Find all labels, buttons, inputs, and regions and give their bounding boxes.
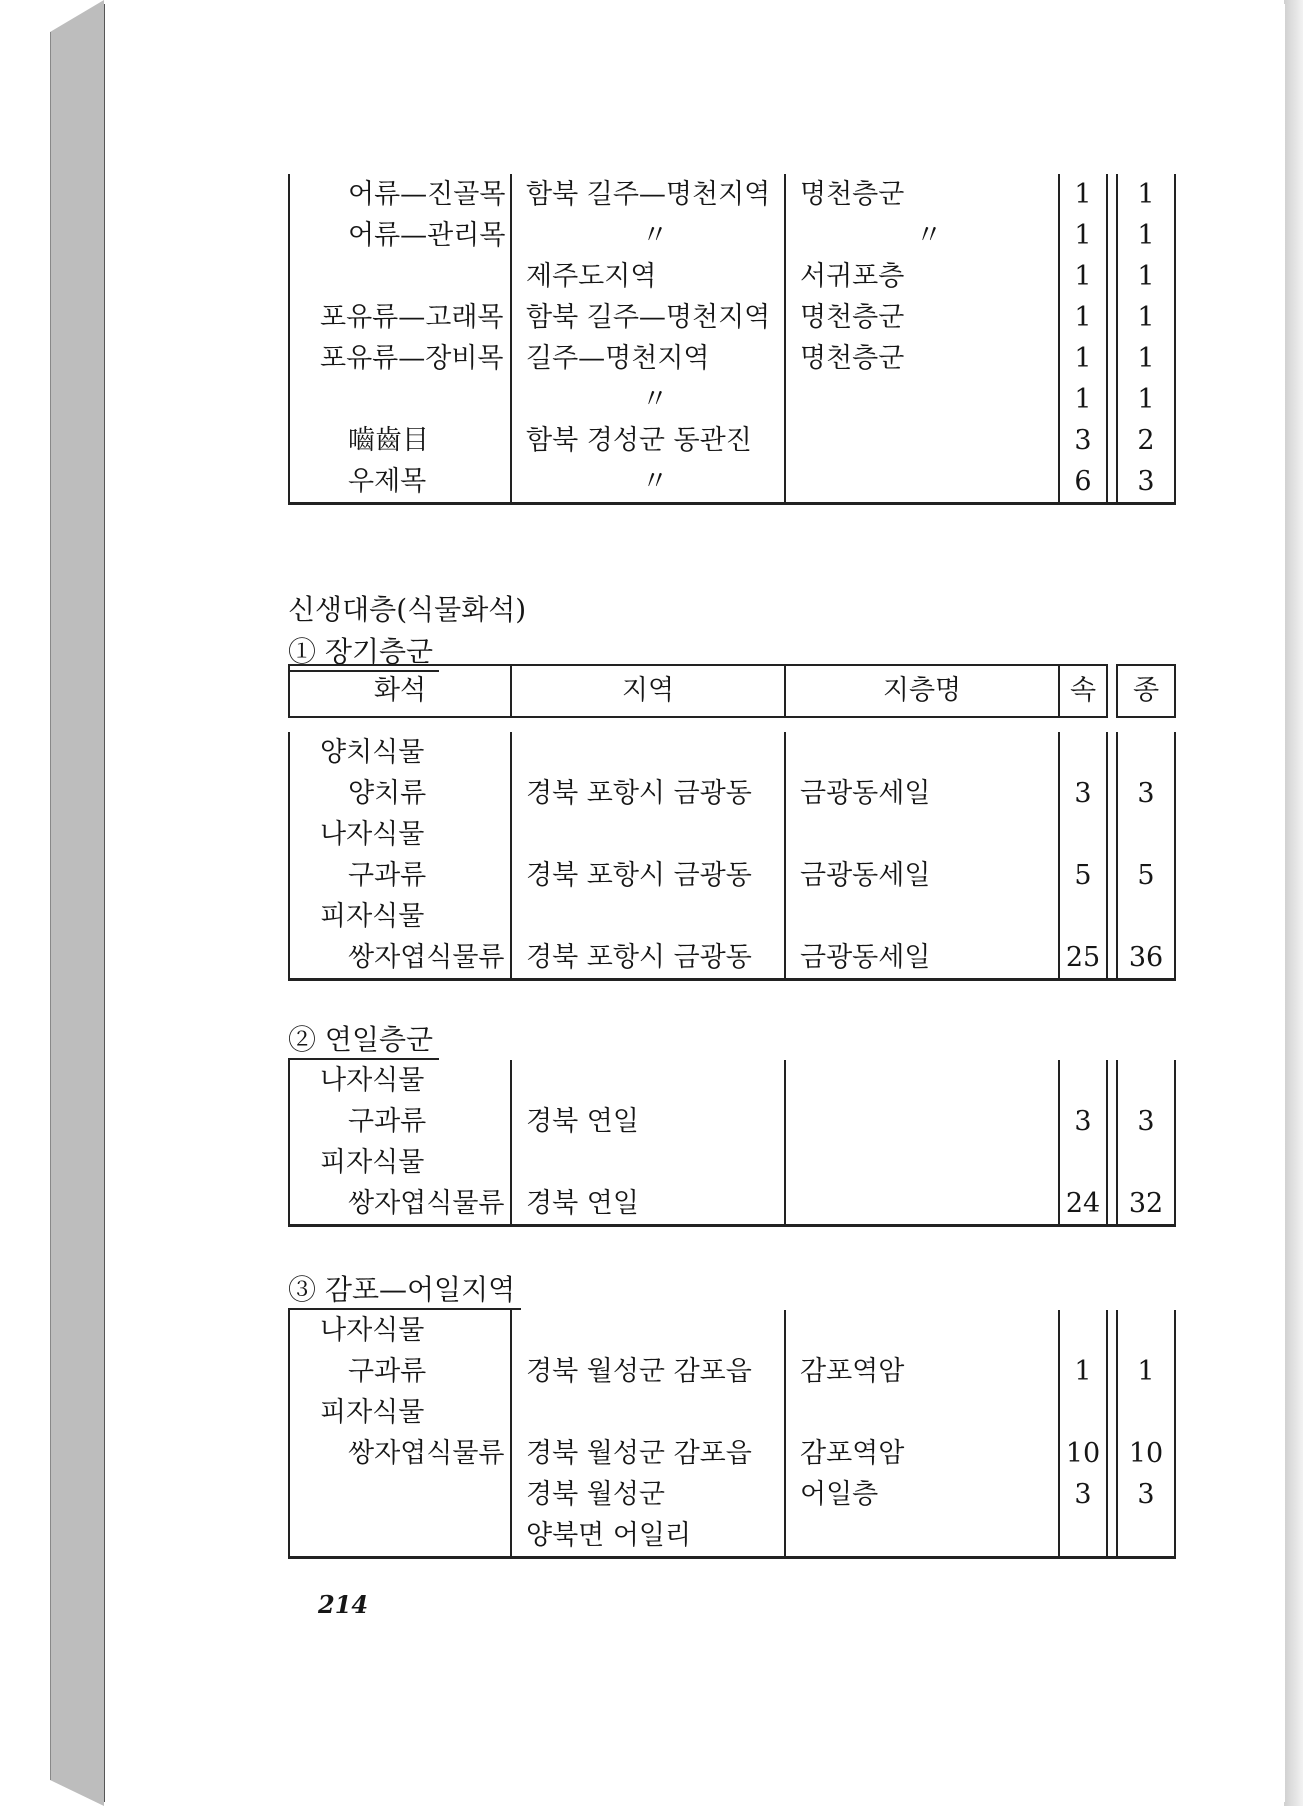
table-row (289, 297, 1175, 338)
species-count-cell: 1 (1117, 174, 1175, 215)
table-row (289, 1060, 1175, 1101)
strata-cell (785, 1142, 1059, 1183)
column-gap (1107, 814, 1117, 855)
column-gap (1107, 937, 1117, 980)
strata-cell (785, 461, 1059, 504)
genus-count-cell: 1 (1059, 256, 1107, 297)
header-strata: 지층명 (785, 665, 1059, 717)
genus-count-cell: 25 (1059, 937, 1107, 980)
strata-cell (785, 1515, 1059, 1558)
strata-cell: 명천층군 (785, 297, 1059, 338)
column-gap (1107, 1183, 1117, 1226)
fossil-name-cell (289, 1515, 511, 1558)
species-count-cell (1117, 1310, 1175, 1351)
region-cell: 〃 (511, 379, 785, 420)
strata-cell (785, 732, 1059, 773)
fossil-name-cell: 쌍자엽식물류 (289, 1183, 511, 1226)
species-count-cell: 1 (1117, 215, 1175, 256)
species-count-cell: 10 (1117, 1433, 1175, 1474)
section1-table (288, 664, 1176, 981)
region-cell: 경북 월성군 감포읍 (511, 1433, 785, 1474)
column-gap (1107, 174, 1117, 215)
fossil-name-cell (289, 256, 511, 297)
strata-cell (785, 1060, 1059, 1101)
species-count-cell (1117, 732, 1175, 773)
fossil-name-cell: 나자식물 (289, 1060, 511, 1101)
table-row (289, 1474, 1175, 1515)
fossil-name-cell: 쌍자엽식물류 (289, 937, 511, 980)
section2-title: ② 연일층군 (288, 1018, 439, 1060)
table-row (289, 338, 1175, 379)
genus-count-cell: 1 (1059, 174, 1107, 215)
genus-count-cell (1059, 732, 1107, 773)
genus-count-cell: 3 (1059, 1474, 1107, 1515)
genus-count-cell: 3 (1059, 773, 1107, 814)
column-gap (1107, 379, 1117, 420)
strata-cell: 명천층군 (785, 174, 1059, 215)
column-gap (1107, 1310, 1117, 1351)
strata-cell: 서귀포층 (785, 256, 1059, 297)
table-row (289, 896, 1175, 937)
strata-cell (785, 1183, 1059, 1226)
species-count-cell: 36 (1117, 937, 1175, 980)
genus-count-cell (1059, 1310, 1107, 1351)
species-count-cell: 1 (1117, 1351, 1175, 1392)
species-count-cell (1117, 896, 1175, 937)
table-row (289, 855, 1175, 896)
table-row (289, 461, 1175, 504)
section1-title: ① 장기층군 (288, 630, 439, 672)
fauna-table-continued (288, 174, 1176, 505)
region-cell: 경북 연일 (511, 1101, 785, 1142)
species-count-cell (1117, 1392, 1175, 1433)
fossil-name-cell (289, 379, 511, 420)
column-gap (1107, 215, 1117, 256)
table-row (289, 1433, 1175, 1474)
column-gap (1107, 1351, 1117, 1392)
genus-count-cell (1059, 896, 1107, 937)
column-gap (1107, 256, 1117, 297)
column-gap (1107, 732, 1117, 773)
header-region: 지역 (511, 665, 785, 717)
table-row (289, 256, 1175, 297)
column-gap (1107, 420, 1117, 461)
table-row (289, 215, 1175, 256)
region-cell: 경북 월성군 감포읍 (511, 1351, 785, 1392)
table-row (289, 1392, 1175, 1433)
region-cell: 경북 포항시 금광동 (511, 855, 785, 896)
genus-count-cell: 1 (1059, 297, 1107, 338)
genus-count-cell: 6 (1059, 461, 1107, 504)
fossil-name-cell: 피자식물 (289, 1392, 511, 1433)
page-number: 214 (318, 1590, 369, 1619)
strata-cell: 〃 (785, 215, 1059, 256)
genus-count-cell (1059, 1142, 1107, 1183)
section2-table (288, 1060, 1176, 1227)
region-cell: 함북 길주—명천지역 (511, 297, 785, 338)
region-cell (511, 732, 785, 773)
strata-cell (785, 420, 1059, 461)
species-count-cell: 5 (1117, 855, 1175, 896)
fossil-name-cell: 나자식물 (289, 1310, 511, 1351)
strata-cell: 명천층군 (785, 338, 1059, 379)
column-gap (1107, 1060, 1117, 1101)
fossil-name-cell (289, 1474, 511, 1515)
region-cell: 경북 포항시 금광동 (511, 773, 785, 814)
region-cell: 〃 (511, 215, 785, 256)
table-row (289, 814, 1175, 855)
section3-table (288, 1310, 1176, 1559)
column-gap (1107, 461, 1117, 504)
strata-cell (785, 1101, 1059, 1142)
column-gap (1107, 1142, 1117, 1183)
table-row (289, 773, 1175, 814)
section3-table-body (289, 1310, 1175, 1558)
region-cell (511, 1142, 785, 1183)
book-spine (50, 0, 104, 1806)
species-count-cell: 1 (1117, 256, 1175, 297)
genus-count-cell: 5 (1059, 855, 1107, 896)
genus-count-cell: 1 (1059, 1351, 1107, 1392)
species-count-cell (1117, 1515, 1175, 1558)
column-gap (1107, 1101, 1117, 1142)
strata-cell: 감포역암 (785, 1351, 1059, 1392)
genus-count-cell (1059, 1515, 1107, 1558)
strata-cell: 금광동세일 (785, 855, 1059, 896)
genus-count-cell (1059, 1060, 1107, 1101)
species-count-cell: 32 (1117, 1183, 1175, 1226)
table-row (289, 1310, 1175, 1351)
fossil-name-cell: 우제목 (289, 461, 511, 504)
table-row (289, 1101, 1175, 1142)
genus-count-cell: 1 (1059, 215, 1107, 256)
fossil-name-cell: 포유류—고래목 (289, 297, 511, 338)
strata-cell (785, 896, 1059, 937)
strata-cell: 감포역암 (785, 1433, 1059, 1474)
column-gap (1107, 297, 1117, 338)
fossil-name-cell: 양치식물 (289, 732, 511, 773)
genus-count-cell: 10 (1059, 1433, 1107, 1474)
table-row (289, 937, 1175, 980)
fossil-name-cell: 嚙齒目 (289, 420, 511, 461)
region-cell: 〃 (511, 461, 785, 504)
fossil-name-cell: 포유류—장비목 (289, 338, 511, 379)
fossil-name-cell: 나자식물 (289, 814, 511, 855)
species-count-cell: 1 (1117, 297, 1175, 338)
region-cell: 경북 포항시 금광동 (511, 937, 785, 980)
section2-table-body (289, 1060, 1175, 1226)
column-gap (1107, 1433, 1117, 1474)
species-count-cell: 2 (1117, 420, 1175, 461)
species-count-cell: 3 (1117, 1101, 1175, 1142)
strata-cell: 어일층 (785, 1474, 1059, 1515)
region-cell (511, 1392, 785, 1433)
genus-count-cell (1059, 814, 1107, 855)
region-cell: 길주—명천지역 (511, 338, 785, 379)
region-cell (511, 1060, 785, 1101)
region-cell (511, 1310, 785, 1351)
region-cell: 제주도지역 (511, 256, 785, 297)
fossil-name-cell: 구과류 (289, 1101, 511, 1142)
species-count-cell: 3 (1117, 773, 1175, 814)
species-count-cell: 3 (1117, 461, 1175, 504)
region-cell: 함북 길주—명천지역 (511, 174, 785, 215)
fossil-name-cell: 어류—관리목 (289, 215, 511, 256)
column-gap (1107, 896, 1117, 937)
column-gap (1107, 338, 1117, 379)
species-count-cell: 1 (1117, 379, 1175, 420)
fossil-name-cell: 피자식물 (289, 1142, 511, 1183)
strata-cell (785, 379, 1059, 420)
table-row (289, 1183, 1175, 1226)
fossil-name-cell: 쌍자엽식물류 (289, 1433, 511, 1474)
genus-count-cell: 3 (1059, 420, 1107, 461)
table-row (289, 1142, 1175, 1183)
genus-count-cell: 1 (1059, 379, 1107, 420)
section-title: 신생대층(식물화석) (288, 593, 527, 626)
table-row (289, 174, 1175, 215)
genus-count-cell (1059, 1392, 1107, 1433)
strata-cell (785, 814, 1059, 855)
table-row (289, 420, 1175, 461)
strata-cell (785, 1392, 1059, 1433)
table-row (289, 379, 1175, 420)
column-gap (1107, 773, 1117, 814)
section3-title: ③ 감포—어일지역 (288, 1268, 521, 1310)
species-count-cell: 3 (1117, 1474, 1175, 1515)
column-gap (1107, 1474, 1117, 1515)
region-cell: 경북 연일 (511, 1183, 785, 1226)
species-count-cell (1117, 1060, 1175, 1101)
fauna-table-body (289, 174, 1175, 504)
genus-count-cell: 24 (1059, 1183, 1107, 1226)
region-cell: 함북 경성군 동관진 (511, 420, 785, 461)
region-cell (511, 896, 785, 937)
genus-count-cell: 3 (1059, 1101, 1107, 1142)
table-row (289, 732, 1175, 773)
fossil-name-cell: 어류—진골목 (289, 174, 511, 215)
column-gap (1107, 855, 1117, 896)
page-edge-shadow (1284, 0, 1303, 1806)
region-cell (511, 814, 785, 855)
strata-cell (785, 1310, 1059, 1351)
column-gap (1107, 1392, 1117, 1433)
strata-cell: 금광동세일 (785, 937, 1059, 980)
section1-table-body (289, 732, 1175, 980)
species-count-cell: 1 (1117, 338, 1175, 379)
species-count-cell (1117, 814, 1175, 855)
table-row (289, 1351, 1175, 1392)
table-row (289, 1515, 1175, 1558)
fossil-name-cell: 피자식물 (289, 896, 511, 937)
region-cell: 양북면 어일리 (511, 1515, 785, 1558)
header-species: 종 (1117, 665, 1175, 717)
species-count-cell (1117, 1142, 1175, 1183)
region-cell: 경북 월성군 (511, 1474, 785, 1515)
genus-count-cell: 1 (1059, 338, 1107, 379)
fossil-name-cell: 구과류 (289, 855, 511, 896)
fossil-name-cell: 양치류 (289, 773, 511, 814)
strata-cell: 금광동세일 (785, 773, 1059, 814)
column-gap (1107, 1515, 1117, 1558)
header-genus: 속 (1059, 665, 1107, 717)
fossil-name-cell: 구과류 (289, 1351, 511, 1392)
header-fossil: 화석 (289, 665, 511, 717)
